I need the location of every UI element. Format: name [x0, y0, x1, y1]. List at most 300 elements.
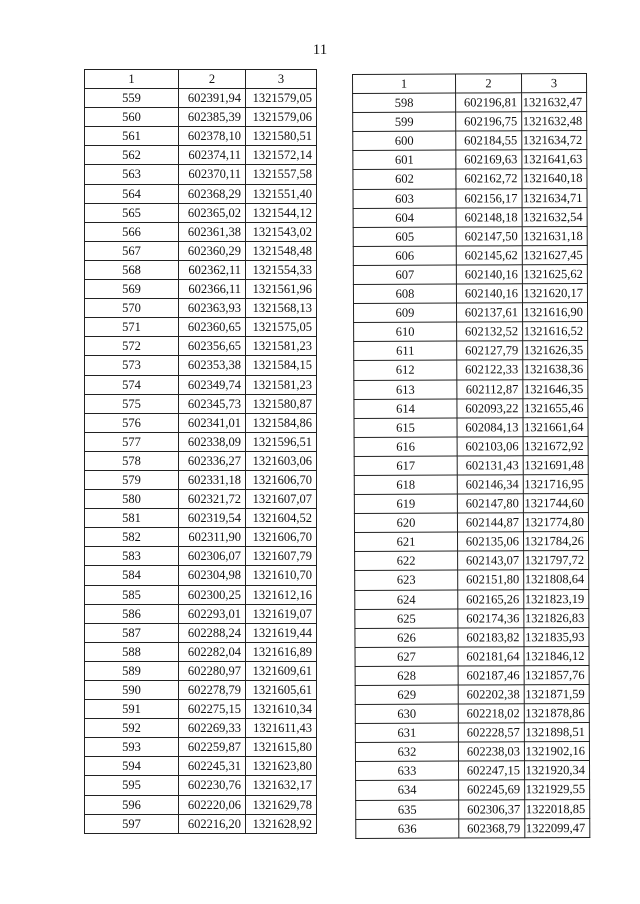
- point-number-cell: 579: [85, 470, 179, 489]
- y-coordinate-cell: 1321607,79: [246, 547, 317, 566]
- point-number-cell: 629: [355, 685, 458, 705]
- x-coordinate-cell: 602341,01: [179, 413, 246, 432]
- table-row: [354, 494, 588, 514]
- point-number-cell: 609: [354, 303, 457, 323]
- y-coordinate-cell: 1321607,07: [246, 490, 317, 509]
- x-coordinate-cell: 602360,29: [179, 241, 246, 260]
- x-coordinate-cell: 602196,75: [456, 112, 522, 131]
- y-coordinate-cell: 1321579,05: [246, 89, 317, 108]
- y-coordinate-cell: 1321631,18: [522, 226, 587, 245]
- point-number-cell: 562: [85, 146, 179, 165]
- x-coordinate-cell: 602385,39: [179, 108, 246, 127]
- x-coordinate-cell: 602363,93: [179, 299, 246, 318]
- x-coordinate-cell: 602169,63: [456, 150, 522, 169]
- table-row: [354, 398, 588, 418]
- table-row: [353, 245, 587, 265]
- x-coordinate-cell: 602300,25: [179, 585, 246, 604]
- table-row: [85, 623, 317, 642]
- x-coordinate-cell: 602147,50: [456, 227, 522, 246]
- x-coordinate-cell: 602259,87: [179, 738, 246, 757]
- x-coordinate-cell: 602356,65: [179, 337, 246, 356]
- table-row: [85, 165, 317, 184]
- point-number-cell: 587: [85, 623, 179, 642]
- y-coordinate-cell: 1321606,70: [246, 470, 317, 489]
- point-number-cell: 621: [355, 532, 458, 552]
- point-number-cell: 591: [85, 700, 179, 719]
- y-coordinate-cell: 1321871,59: [524, 684, 589, 703]
- x-coordinate-cell: 602282,04: [179, 642, 246, 661]
- table-row: [355, 723, 589, 743]
- x-coordinate-cell: 602361,38: [179, 222, 246, 241]
- x-coordinate-cell: 602103,06: [457, 437, 523, 456]
- x-coordinate-cell: 602127,79: [457, 341, 523, 360]
- y-coordinate-cell: 1321902,16: [524, 742, 589, 761]
- table-row: [353, 264, 587, 284]
- y-coordinate-cell: 1321808,64: [524, 570, 589, 589]
- point-number-cell: 564: [85, 184, 179, 203]
- table-row: [85, 89, 317, 108]
- table-row: [85, 108, 317, 127]
- y-coordinate-cell: 1321584,86: [246, 413, 317, 432]
- x-coordinate-cell: 602146,34: [457, 475, 523, 494]
- point-number-cell: 561: [85, 127, 179, 146]
- point-number-cell: 594: [85, 757, 179, 776]
- point-number-cell: 630: [355, 704, 458, 724]
- y-coordinate-cell: 1321627,45: [522, 245, 587, 264]
- point-number-cell: 588: [85, 642, 179, 661]
- point-number-cell: 584: [85, 566, 179, 585]
- y-coordinate-cell: 1321632,47: [522, 93, 587, 112]
- point-number-cell: 578: [85, 451, 179, 470]
- x-coordinate-cell: 602218,02: [458, 704, 524, 723]
- x-coordinate-cell: 602319,54: [179, 509, 246, 528]
- x-coordinate-cell: 602378,10: [179, 127, 246, 146]
- y-coordinate-cell: 1321579,06: [246, 108, 317, 127]
- x-coordinate-cell: 602144,87: [457, 513, 523, 532]
- point-number-cell: 606: [353, 246, 456, 266]
- table-row: [353, 112, 587, 132]
- y-coordinate-cell: 1321625,62: [522, 264, 587, 283]
- y-coordinate-cell: 1321634,71: [522, 188, 587, 207]
- x-coordinate-cell: 602360,65: [179, 318, 246, 337]
- table-row: [354, 455, 588, 475]
- y-coordinate-cell: 1321616,90: [523, 303, 588, 322]
- point-number-cell: 566: [85, 222, 179, 241]
- y-coordinate-cell: 1321544,12: [246, 203, 317, 222]
- y-coordinate-cell: 1321823,19: [524, 589, 589, 608]
- y-coordinate-cell: 1321580,51: [246, 127, 317, 146]
- table-row: [85, 375, 317, 394]
- coordinates-table-left: [84, 69, 317, 834]
- table-row: [85, 203, 317, 222]
- point-number-cell: 590: [85, 681, 179, 700]
- y-coordinate-cell: 1321596,51: [246, 432, 317, 451]
- y-coordinate-cell: 1321920,34: [524, 761, 589, 780]
- y-coordinate-cell: 1321603,06: [246, 451, 317, 470]
- table-row: [85, 642, 317, 661]
- table-row: [353, 207, 587, 227]
- x-coordinate-cell: 602187,46: [458, 666, 524, 685]
- x-coordinate-cell: 602391,94: [179, 89, 246, 108]
- y-coordinate-cell: 1321572,14: [246, 146, 317, 165]
- point-number-cell: 608: [353, 284, 456, 304]
- x-coordinate-cell: 602353,38: [179, 356, 246, 375]
- x-coordinate-cell: 602306,07: [179, 547, 246, 566]
- table-row: [355, 646, 589, 666]
- y-coordinate-cell: 1321616,89: [246, 642, 317, 661]
- y-coordinate-cell: 1321609,61: [246, 661, 317, 680]
- point-number-cell: 577: [85, 432, 179, 451]
- y-coordinate-cell: 1321605,61: [246, 681, 317, 700]
- point-number-cell: 592: [85, 719, 179, 738]
- x-coordinate-cell: 602345,73: [179, 394, 246, 413]
- table-row: [85, 470, 317, 489]
- x-coordinate-cell: 602366,11: [179, 280, 246, 299]
- x-coordinate-cell: 602278,79: [179, 681, 246, 700]
- x-coordinate-cell: 602275,15: [179, 700, 246, 719]
- point-number-cell: 624: [355, 590, 458, 610]
- point-number-cell: 601: [353, 150, 456, 170]
- table-row: [85, 394, 317, 413]
- y-coordinate-cell: 1321615,80: [246, 738, 317, 757]
- point-number-cell: 617: [354, 456, 457, 476]
- point-number-cell: 623: [355, 570, 458, 590]
- x-coordinate-cell: 602288,24: [179, 623, 246, 642]
- point-number-cell: 575: [85, 394, 179, 413]
- point-number-cell: 634: [356, 781, 459, 801]
- table-row: [85, 451, 317, 470]
- x-coordinate-cell: 602122,33: [457, 360, 523, 379]
- table-row: [353, 284, 587, 304]
- table-row: [85, 432, 317, 451]
- table-row: [353, 131, 587, 151]
- x-coordinate-cell: 602370,11: [179, 165, 246, 184]
- y-coordinate-cell: 1321691,48: [523, 455, 588, 474]
- y-coordinate-cell: 1322018,85: [525, 799, 590, 818]
- point-number-cell: 627: [355, 647, 458, 667]
- y-coordinate-cell: 1321929,55: [525, 780, 590, 799]
- point-number-cell: 616: [354, 437, 457, 457]
- table-row: [355, 589, 589, 609]
- y-coordinate-cell: 1321898,51: [524, 723, 589, 742]
- point-number-cell: 625: [355, 609, 458, 629]
- table-row: [85, 222, 317, 241]
- x-coordinate-cell: 602216,20: [179, 814, 246, 833]
- point-number-cell: 598: [353, 93, 456, 113]
- y-coordinate-cell: 1321826,83: [524, 608, 589, 627]
- point-number-cell: 573: [85, 356, 179, 375]
- point-number-cell: 620: [354, 513, 457, 533]
- table-row: [85, 814, 317, 833]
- point-number-cell: 626: [355, 628, 458, 648]
- y-coordinate-cell: 1321619,44: [246, 623, 317, 642]
- table-row: [354, 436, 588, 456]
- y-coordinate-cell: 1321632,54: [522, 207, 587, 226]
- y-coordinate-cell: 1321568,13: [246, 299, 317, 318]
- table-row: [353, 150, 587, 170]
- point-number-cell: 603: [353, 189, 456, 209]
- table-row: [355, 532, 589, 552]
- y-coordinate-cell: 1321554,33: [246, 260, 317, 279]
- point-number-cell: 563: [85, 165, 179, 184]
- x-coordinate-cell: 602368,79: [459, 818, 525, 837]
- y-coordinate-cell: 1321557,58: [246, 165, 317, 184]
- table-row: [356, 799, 590, 819]
- y-coordinate-cell: 1321611,43: [246, 719, 317, 738]
- y-coordinate-cell: 1321581,23: [246, 375, 317, 394]
- point-number-cell: 636: [356, 819, 459, 839]
- y-coordinate-cell: 1321641,63: [522, 150, 587, 169]
- table-row: [85, 719, 317, 738]
- y-coordinate-cell: 1321629,78: [246, 795, 317, 814]
- x-coordinate-cell: 602374,11: [179, 146, 246, 165]
- x-coordinate-cell: 602245,69: [459, 780, 525, 799]
- table-row: [85, 299, 317, 318]
- table-row: [356, 761, 590, 781]
- y-coordinate-cell: 1321646,35: [523, 379, 588, 398]
- x-coordinate-cell: 602247,15: [459, 761, 525, 780]
- y-coordinate-cell: 1321575,05: [246, 318, 317, 337]
- table-row: [356, 818, 590, 838]
- table-row: [353, 188, 587, 208]
- point-number-cell: 582: [85, 528, 179, 547]
- table-row: [85, 776, 317, 795]
- x-coordinate-cell: 602220,06: [179, 795, 246, 814]
- y-coordinate-cell: 1321543,02: [246, 222, 317, 241]
- x-coordinate-cell: 602135,06: [458, 532, 524, 551]
- x-coordinate-cell: 602338,09: [179, 432, 246, 451]
- point-number-cell: 576: [85, 413, 179, 432]
- column-header-1: 1: [85, 70, 179, 89]
- point-number-cell: 596: [85, 795, 179, 814]
- point-number-cell: 597: [85, 814, 179, 833]
- table-row: [354, 417, 588, 437]
- table-row: [355, 704, 589, 724]
- x-coordinate-cell: 602156,17: [456, 188, 522, 207]
- x-coordinate-cell: 602228,57: [458, 723, 524, 742]
- y-coordinate-cell: 1321632,48: [522, 112, 587, 131]
- point-number-cell: 612: [354, 360, 457, 380]
- table-row: [354, 322, 588, 342]
- y-coordinate-cell: 1321620,17: [522, 284, 587, 303]
- column-header-2: 2: [179, 70, 246, 89]
- x-coordinate-cell: 602183,82: [458, 627, 524, 646]
- y-coordinate-cell: 1321661,64: [523, 417, 588, 436]
- y-coordinate-cell: 1321655,46: [523, 398, 588, 417]
- column-header-3: 3: [522, 73, 587, 92]
- x-coordinate-cell: 602365,02: [179, 203, 246, 222]
- point-number-cell: 574: [85, 375, 179, 394]
- x-coordinate-cell: 602084,13: [457, 417, 523, 436]
- x-coordinate-cell: 602093,22: [457, 398, 523, 417]
- page-number: 11: [312, 42, 328, 58]
- x-coordinate-cell: 602269,33: [179, 719, 246, 738]
- point-number-cell: 581: [85, 509, 179, 528]
- y-coordinate-cell: 1321634,72: [522, 131, 587, 150]
- x-coordinate-cell: 602293,01: [179, 604, 246, 623]
- y-coordinate-cell: 1321835,93: [524, 627, 589, 646]
- y-coordinate-cell: 1321716,95: [523, 474, 588, 493]
- table-row: [355, 684, 589, 704]
- point-number-cell: 619: [354, 494, 457, 514]
- point-number-cell: 599: [353, 112, 456, 132]
- table-row: [356, 780, 590, 800]
- point-number-cell: 613: [354, 380, 457, 400]
- table-row: [85, 146, 317, 165]
- x-coordinate-cell: 602174,36: [458, 608, 524, 627]
- x-coordinate-cell: 602131,43: [457, 456, 523, 475]
- point-number-cell: 565: [85, 203, 179, 222]
- point-number-cell: 604: [353, 208, 456, 228]
- y-coordinate-cell: 1321623,80: [246, 757, 317, 776]
- point-number-cell: 559: [85, 89, 179, 108]
- x-coordinate-cell: 602362,11: [179, 260, 246, 279]
- y-coordinate-cell: 1321857,76: [524, 665, 589, 684]
- x-coordinate-cell: 602147,80: [457, 494, 523, 513]
- table-row: [354, 379, 588, 399]
- x-coordinate-cell: 602196,81: [456, 93, 522, 112]
- point-number-cell: 607: [353, 265, 456, 285]
- table-row: [355, 665, 589, 685]
- y-coordinate-cell: 1321561,96: [246, 280, 317, 299]
- point-number-cell: 600: [353, 131, 456, 151]
- table-header-row: [353, 73, 587, 93]
- y-coordinate-cell: 1321584,15: [246, 356, 317, 375]
- point-number-cell: 583: [85, 547, 179, 566]
- table-row: [85, 757, 317, 776]
- point-number-cell: 633: [356, 761, 459, 781]
- y-coordinate-cell: 1321616,52: [523, 322, 588, 341]
- point-number-cell: 605: [353, 227, 456, 247]
- column-header-1: 1: [353, 74, 456, 94]
- table-row: [85, 490, 317, 509]
- point-number-cell: 568: [85, 260, 179, 279]
- y-coordinate-cell: 1321612,16: [246, 585, 317, 604]
- column-header-3: 3: [246, 70, 317, 89]
- y-coordinate-cell: 1322099,47: [525, 818, 590, 837]
- point-number-cell: 602: [353, 170, 456, 190]
- y-coordinate-cell: 1321744,60: [523, 494, 588, 513]
- table-row: [85, 547, 317, 566]
- y-coordinate-cell: 1321604,52: [246, 509, 317, 528]
- x-coordinate-cell: 602230,76: [179, 776, 246, 795]
- x-coordinate-cell: 602336,27: [179, 451, 246, 470]
- table-row: [85, 356, 317, 375]
- x-coordinate-cell: 602143,07: [458, 551, 524, 570]
- table-row: [85, 127, 317, 146]
- x-coordinate-cell: 602148,18: [456, 207, 522, 226]
- y-coordinate-cell: 1321774,80: [523, 513, 588, 532]
- point-number-cell: 572: [85, 337, 179, 356]
- y-coordinate-cell: 1321606,70: [246, 528, 317, 547]
- x-coordinate-cell: 602165,26: [458, 589, 524, 608]
- y-coordinate-cell: 1321784,26: [524, 532, 589, 551]
- point-number-cell: 628: [355, 666, 458, 686]
- table-row: [355, 742, 589, 762]
- table-row: [354, 360, 588, 380]
- table-row: [85, 184, 317, 203]
- y-coordinate-cell: 1321610,70: [246, 566, 317, 585]
- table-row: [355, 627, 589, 647]
- point-number-cell: 595: [85, 776, 179, 795]
- table-row: [353, 169, 587, 189]
- coordinates-table-right: [352, 73, 590, 839]
- y-coordinate-cell: 1321878,86: [524, 704, 589, 723]
- point-number-cell: 569: [85, 280, 179, 299]
- x-coordinate-cell: 602140,16: [456, 265, 522, 284]
- point-number-cell: 610: [354, 322, 457, 342]
- y-coordinate-cell: 1321672,92: [523, 436, 588, 455]
- y-coordinate-cell: 1321638,36: [523, 360, 588, 379]
- table-row: [85, 413, 317, 432]
- table-row: [85, 700, 317, 719]
- table-row: [85, 604, 317, 623]
- table-row: [354, 513, 588, 533]
- x-coordinate-cell: 602145,62: [456, 246, 522, 265]
- point-number-cell: 560: [85, 108, 179, 127]
- table-row: [353, 93, 587, 113]
- table-row: [85, 681, 317, 700]
- point-number-cell: 631: [355, 723, 458, 743]
- x-coordinate-cell: 602137,61: [457, 303, 523, 322]
- y-coordinate-cell: 1321548,48: [246, 241, 317, 260]
- x-coordinate-cell: 602321,72: [179, 490, 246, 509]
- y-coordinate-cell: 1321846,12: [524, 646, 589, 665]
- table-row: [85, 337, 317, 356]
- x-coordinate-cell: 602368,29: [179, 184, 246, 203]
- point-number-cell: 580: [85, 490, 179, 509]
- x-coordinate-cell: 602202,38: [458, 685, 524, 704]
- y-coordinate-cell: 1321628,92: [246, 814, 317, 833]
- x-coordinate-cell: 602331,18: [179, 470, 246, 489]
- x-coordinate-cell: 602162,72: [456, 169, 522, 188]
- table-row: [354, 303, 588, 323]
- x-coordinate-cell: 602184,55: [456, 131, 522, 150]
- x-coordinate-cell: 602245,31: [179, 757, 246, 776]
- x-coordinate-cell: 602132,52: [457, 322, 523, 341]
- x-coordinate-cell: 602349,74: [179, 375, 246, 394]
- x-coordinate-cell: 602280,97: [179, 661, 246, 680]
- table-row: [85, 280, 317, 299]
- point-number-cell: 585: [85, 585, 179, 604]
- table-row: [85, 566, 317, 585]
- point-number-cell: 611: [354, 341, 457, 361]
- point-number-cell: 571: [85, 318, 179, 337]
- y-coordinate-cell: 1321632,17: [246, 776, 317, 795]
- table-row: [85, 528, 317, 547]
- point-number-cell: 615: [354, 418, 457, 438]
- x-coordinate-cell: 602151,80: [458, 570, 524, 589]
- point-number-cell: 567: [85, 241, 179, 260]
- point-number-cell: 632: [355, 742, 458, 762]
- x-coordinate-cell: 602140,16: [456, 284, 522, 303]
- point-number-cell: 614: [354, 399, 457, 419]
- table-header-row: [85, 70, 317, 89]
- y-coordinate-cell: 1321797,72: [524, 551, 589, 570]
- point-number-cell: 593: [85, 738, 179, 757]
- table-row: [354, 341, 588, 361]
- point-number-cell: 589: [85, 661, 179, 680]
- y-coordinate-cell: 1321619,07: [246, 604, 317, 623]
- y-coordinate-cell: 1321551,40: [246, 184, 317, 203]
- y-coordinate-cell: 1321640,18: [522, 169, 587, 188]
- table-row: [353, 226, 587, 246]
- point-number-cell: 635: [356, 800, 459, 820]
- point-number-cell: 586: [85, 604, 179, 623]
- x-coordinate-cell: 602181,64: [458, 647, 524, 666]
- table-row: [85, 585, 317, 604]
- x-coordinate-cell: 602238,03: [458, 742, 524, 761]
